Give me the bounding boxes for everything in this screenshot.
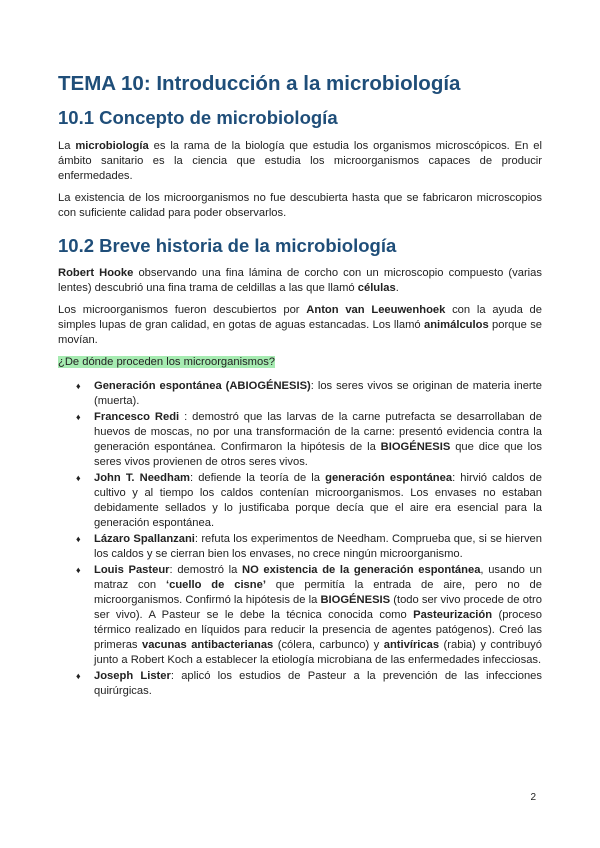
paragraph-hooke: Robert Hooke observando una fina lámina de corcho con un microscopio compuesto (varias lentes) descubrió una fina trama de celdillas a las que llamó células. [58,267,542,294]
paragraph-existencia: La existencia de los microorganismos no fue descubierta hasta que se fabricaron microscopios con suficiente calidad para poder observarlos. [58,192,542,219]
diamond-bullet-icon: ♦ [76,412,81,422]
diamond-bullet-icon: ♦ [76,671,81,681]
list-item-abiogenesis: ♦ Generación espontánea (ABIOGÉNESIS): los seres vivos se originan de materia inerte (muerta). [76,380,542,407]
section-heading-concepto: 10.1 Concepto de microbiología [58,107,338,128]
list-item-lister: ♦ Joseph Lister: aplicó los estudios de Pasteur a la prevención de las infecciones quirúrgicas. [76,670,542,697]
diamond-bullet-icon: ♦ [76,381,81,391]
list-item-needham: ♦ John T. Needham: defiende la teoría de la generación espontánea: hirvió caldos de cultivo y al tiempo los caldos contenían microorganismos. Los envases no estaban debidamente sellados y lo justificaba porque decía que el aire era esencial para la generación espontánea. [76,472,543,529]
diamond-bullet-icon: ♦ [76,565,81,575]
diamond-bullet-icon: ♦ [76,534,81,544]
list-item-redi: ♦ Francesco Redi : demostró que las larvas de la carne putrefacta se desarrollaban de huevos de moscas, no por una transformación de la carne: presentó evidencia contra la generación espontánea. Confirmaron la hipótesis de la BIOGÉNESIS que dice que los seres vivos provienen de otros seres vivos. [76,411,542,468]
history-list [58,379,542,699]
section-heading-historia: 10.2 Breve historia de la microbiología [58,235,397,256]
list-item-pasteur: ♦ Louis Pasteur: demostró la NO existencia de la generación espontánea, usando un matraz con ‘cuello de cisne’ que permitía la entrada de aire, pero no de microorganismos. Confirmó la hipótesis de la BIOGÉNESIS (todo ser vivo procede de otro ser vivo). A Pasteur se le debe la técnica conocida como Pasteurización (proceso térmico realizado en líquidos para reducir la presencia de agentes patógenos). Creó las primeras vacunas antibacterianas (cólera, carbunco) y antivíricas (rabia) y contribuyó junto a Robert Koch a establecer la etiología microbiana de las enfermedades infecciosas. [76,564,542,666]
diamond-bullet-icon: ♦ [76,473,81,483]
list-item-spallanzani: ♦ Lázaro Spallanzani: refuta los experimentos de Needham. Comprueba que, si se hierven los caldos y se cierran bien los envases, no crece ningún microorganismo. [76,533,543,560]
highlighted-question: ¿De dónde proceden los microorganismos? [58,356,276,368]
paragraph-definicion: La microbiología es la rama de la biología que estudia los organismos microscópicos. En el ámbito sanitario es la ciencia que estudia los microorganismos capaces de producir enfermedades. [58,140,542,182]
page-number: 2 [530,792,536,803]
page-title: TEMA 10: Introducción a la microbiología [58,72,461,95]
paragraph-leeuwenhoek: Los microorganismos fueron descubiertos por Anton van Leeuwenhoek con la ayuda de simples lupas de gran calidad, en gotas de aguas estancadas. Los llamó animálculos porque se movían. [58,304,543,346]
